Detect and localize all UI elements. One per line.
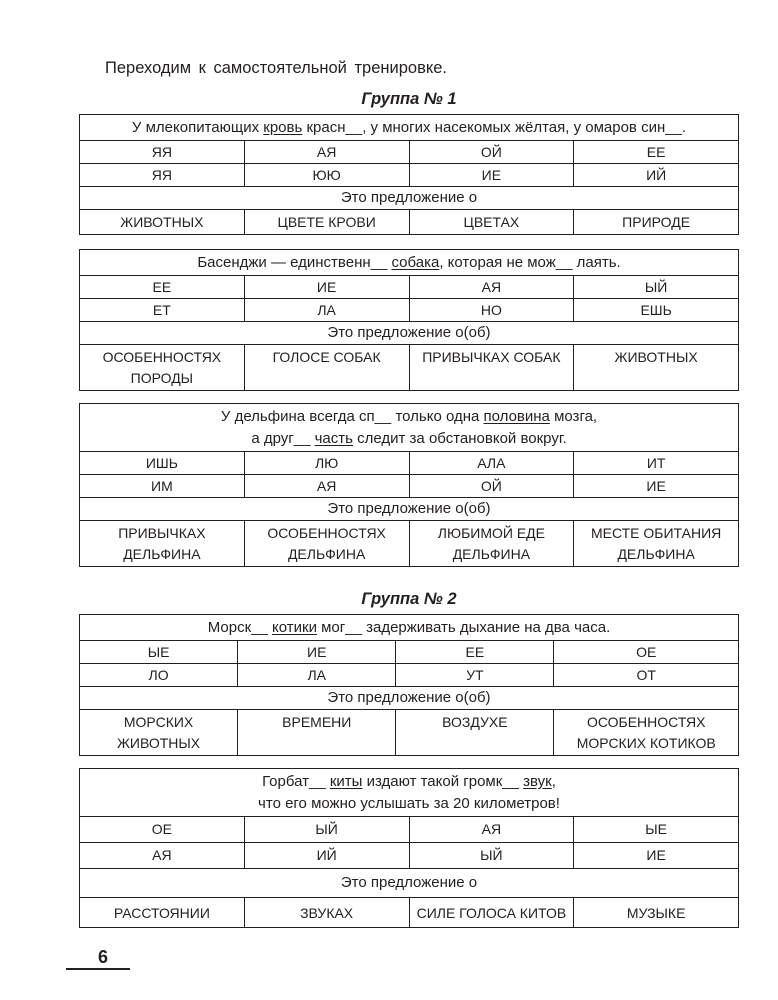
answer-cell[interactable]: МУЗЫКЕ — [574, 898, 739, 928]
option-cell[interactable]: ИЕ — [244, 276, 409, 299]
answer-cell[interactable]: РАССТОЯНИИ — [80, 898, 245, 928]
sentence-text: У дельфина всегда сп__ только одна — [220, 408, 484, 425]
option-cell[interactable]: ЫЙ — [574, 276, 739, 299]
option-cell[interactable]: ОЙ — [409, 141, 574, 164]
answer-cell[interactable]: ПРИВЫЧКАХ СОБАК — [409, 345, 574, 391]
answer-cell[interactable]: ЦВЕТЕ КРОВИ — [244, 210, 409, 235]
options-row-2 — [80, 299, 739, 322]
answer-cell[interactable]: ЦВЕТАХ — [409, 210, 574, 235]
option-cell[interactable]: УТ — [396, 664, 554, 687]
answers-row — [80, 898, 739, 928]
group-2-title: Группа № 2 — [361, 590, 457, 608]
underlined-word: половина — [483, 408, 550, 425]
exercise-table-3 — [79, 403, 739, 567]
answer-cell[interactable]: ЛЮБИМОЙ ЕДЕ ДЕЛЬФИНА — [409, 521, 574, 567]
option-cell[interactable]: ИЕ — [238, 641, 396, 664]
option-cell[interactable]: ИМ — [80, 475, 245, 498]
answer-cell[interactable]: СИЛЕ ГОЛОСА КИТОВ — [409, 898, 574, 928]
underlined-word: собака — [391, 254, 440, 271]
option-cell[interactable]: ИЕ — [574, 843, 739, 869]
underlined-word: киты — [329, 773, 363, 790]
answer-cell[interactable]: ОСОБЕННОСТЯХ ДЕЛЬФИНА — [244, 521, 409, 567]
options-row-2 — [80, 164, 739, 187]
option-cell[interactable]: ЕТ — [80, 299, 245, 322]
answers-row — [80, 710, 739, 756]
exercise-table-5 — [79, 768, 739, 928]
option-cell[interactable]: ОЕ — [80, 817, 245, 843]
sentence-text: Морск__ — [207, 619, 273, 636]
answers-row — [80, 521, 739, 567]
underlined-word: котики — [272, 619, 317, 636]
answers-row — [80, 345, 739, 391]
option-cell[interactable]: АЛА — [409, 452, 574, 475]
option-cell[interactable]: АЯ — [244, 141, 409, 164]
option-cell[interactable]: АЯ — [80, 843, 245, 869]
answer-cell[interactable]: ОСОБЕННОСТЯХ ПОРОДЫ — [80, 345, 245, 391]
options-row-2 — [80, 475, 739, 498]
sentence-text: У млекопитающих — [131, 119, 264, 136]
sentence-text: что его можно услышать за 20 километров! — [258, 795, 560, 812]
sentence — [80, 615, 739, 641]
option-cell[interactable]: ИЕ — [574, 475, 739, 498]
sentence-text: а друг__ — [251, 430, 315, 447]
option-cell[interactable]: ЛА — [244, 299, 409, 322]
answer-cell[interactable]: ВОЗДУХЕ — [396, 710, 554, 756]
group-1-title: Группа № 1 — [361, 90, 457, 108]
option-cell[interactable]: ЯЯ — [80, 164, 245, 187]
answer-cell[interactable]: ЗВУКАХ — [244, 898, 409, 928]
option-cell[interactable]: ЫЕ — [574, 817, 739, 843]
answer-cell[interactable]: ПРИРОДЕ — [574, 210, 739, 235]
options-row-2 — [80, 843, 739, 869]
options-row-1 — [80, 641, 739, 664]
option-cell[interactable]: ЛЮ — [244, 452, 409, 475]
option-cell[interactable]: ИЙ — [244, 843, 409, 869]
options-row-1 — [80, 141, 739, 164]
sentence — [80, 115, 739, 141]
underlined-word: кровь — [263, 119, 303, 136]
option-cell[interactable]: ЯЯ — [80, 141, 245, 164]
about-prompt: Это предложение о — [80, 187, 739, 210]
underlined-word: звук — [523, 773, 552, 790]
exercise-table-4 — [79, 614, 739, 756]
exercise-table-2 — [79, 249, 739, 391]
sentence — [80, 404, 739, 452]
answer-cell[interactable]: ЖИВОТНЫХ — [80, 210, 245, 235]
about-prompt: Это предложение о(об) — [80, 687, 739, 710]
option-cell[interactable]: ЕЕ — [80, 276, 245, 299]
answer-cell[interactable]: ПРИВЫЧКАХ ДЕЛЬФИНА — [80, 521, 245, 567]
sentence-text: , которая не мож__ лаять. — [439, 254, 621, 271]
page-number: 6 — [66, 946, 130, 970]
options-row-1 — [80, 452, 739, 475]
answer-cell[interactable]: ОСОБЕННОСТЯХ МОРСКИХ КОТИКОВ — [554, 710, 739, 756]
answer-cell[interactable]: ЖИВОТНЫХ — [574, 345, 739, 391]
sentence-text: мог__ задерживать дыхание на два часа. — [316, 619, 611, 636]
option-cell[interactable]: ЕЕ — [396, 641, 554, 664]
option-cell[interactable]: ЫЙ — [244, 817, 409, 843]
answer-cell[interactable]: МЕСТЕ ОБИТАНИЯ ДЕЛЬФИНА — [574, 521, 739, 567]
option-cell[interactable]: ИЙ — [574, 164, 739, 187]
sentence-text: издают такой громк__ — [362, 773, 524, 790]
sentence-text: Басенджи — единственн__ — [197, 254, 392, 271]
about-prompt: Это предложение о — [80, 869, 739, 898]
option-cell[interactable]: ИЕ — [409, 164, 574, 187]
option-cell[interactable]: ЕШЬ — [574, 299, 739, 322]
exercise-table-1 — [79, 114, 739, 235]
option-cell[interactable]: ЛО — [80, 664, 238, 687]
option-cell[interactable]: НО — [409, 299, 574, 322]
sentence — [80, 250, 739, 276]
sentence-text: следит за обстановкой вокруг. — [352, 430, 567, 447]
options-row-1 — [80, 817, 739, 843]
option-cell[interactable]: ЛА — [238, 664, 396, 687]
answer-cell[interactable]: ГОЛОСЕ СОБАК — [244, 345, 409, 391]
option-cell[interactable]: ОТ — [554, 664, 739, 687]
sentence-text: , — [551, 773, 556, 790]
answer-cell[interactable]: МОРСКИХ ЖИВОТНЫХ — [80, 710, 238, 756]
option-cell[interactable]: АЯ — [409, 276, 574, 299]
option-cell[interactable]: АЯ — [244, 475, 409, 498]
option-cell[interactable]: ЮЮ — [244, 164, 409, 187]
about-prompt: Это предложение о(об) — [80, 498, 739, 521]
option-cell[interactable]: ЕЕ — [574, 141, 739, 164]
option-cell[interactable]: ОЙ — [409, 475, 574, 498]
sentence-text: Горбат__ — [262, 773, 330, 790]
option-cell[interactable]: ИШЬ — [80, 452, 245, 475]
sentence-text: красн__, у многих насекомых жёлтая, у омаров син__. — [302, 119, 687, 136]
answers-row — [80, 210, 739, 235]
option-cell[interactable]: ЫЕ — [80, 641, 238, 664]
option-cell[interactable]: АЯ — [409, 817, 574, 843]
sentence — [80, 769, 739, 817]
option-cell[interactable]: ОЕ — [554, 641, 739, 664]
option-cell[interactable]: ИТ — [574, 452, 739, 475]
about-prompt: Это предложение о(об) — [80, 322, 739, 345]
answer-cell[interactable]: ВРЕМЕНИ — [238, 710, 396, 756]
underlined-word: часть — [314, 430, 353, 447]
intro-text: Переходим к самостоятельной тренировке. — [105, 59, 447, 77]
sentence-text: мозга, — [549, 408, 598, 425]
option-cell[interactable]: ЫЙ — [409, 843, 574, 869]
options-row-1 — [80, 276, 739, 299]
options-row-2 — [80, 664, 739, 687]
